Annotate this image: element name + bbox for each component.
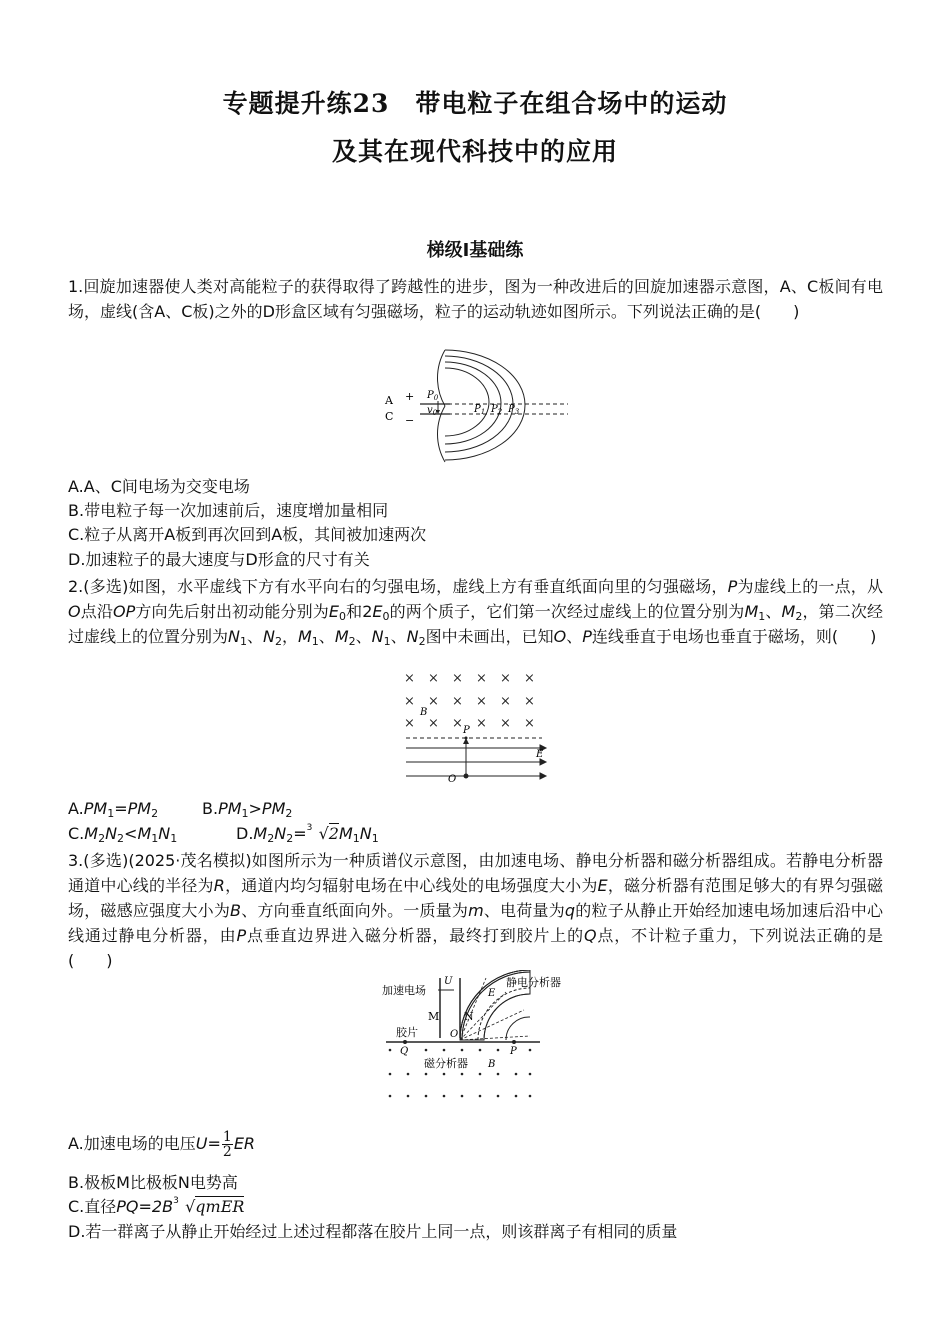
svg-text:×: ×: [428, 671, 439, 686]
q3-option-A: A.加速电场的电压U= $\frac{1}{2}$ ER: [68, 1129, 256, 1160]
q3-label-electro: 静电分析器: [506, 976, 561, 989]
q1-option-A: A.A、C间电场为交变电场: [68, 477, 250, 496]
q3-label-P: P: [510, 1046, 517, 1057]
svg-text:×: ×: [452, 671, 463, 686]
q3-label-O: O: [450, 1029, 459, 1040]
q1-label-P3: $P_3$: [508, 404, 520, 416]
q1-arc-1: [445, 368, 489, 436]
q2-point-O: [464, 774, 469, 779]
q2-option-B: $B.PM_1>PM_2$: [202, 799, 293, 820]
q3-label-Q: Q: [400, 1046, 409, 1057]
section-heading: 梯级Ⅰ基础练: [426, 240, 524, 261]
q2-label-O: O: [448, 774, 457, 785]
q3-option-B: B.极板M比极板N电势高: [68, 1173, 238, 1192]
q1-stem: 1.回旋加速器使人类对高能粒子的获得取得了跨越性的进步，图为一种改进后的回旋加速器示意图，A、C板间有电场，虚线(含A、C板)之外的D形盒区域有匀强磁场，粒子的运动轨迹如图所示。下列说法正确的是( ): [68, 277, 883, 321]
q1-option-D: D.加速粒子的最大速度与D形盒的尺寸有关: [68, 550, 370, 569]
q3-label-film: 胶片: [396, 1026, 418, 1039]
svg-text:×: ×: [476, 716, 487, 731]
q3-point-Q: [403, 1040, 407, 1044]
svg-text:×: ×: [524, 694, 535, 709]
q1-left-arc: [437, 350, 445, 406]
svg-text:×: ×: [500, 694, 511, 709]
q1-label-v0: $v_0$: [427, 405, 438, 417]
svg-text:×: ×: [500, 671, 511, 686]
svg-text:×: ×: [524, 671, 535, 686]
q3-label-mag: 磁分析器: [424, 1057, 468, 1070]
q1-figure: [380, 346, 570, 470]
svg-text:×: ×: [500, 716, 511, 731]
svg-text:×: ×: [452, 716, 463, 731]
q3-label-M: M: [428, 1010, 440, 1023]
q3-label-accel: 加速电场: [382, 984, 426, 997]
q1-label-plus: +: [405, 390, 415, 403]
svg-text:×: ×: [428, 694, 439, 709]
q1-label-C: C: [385, 410, 394, 423]
svg-text:×: ×: [404, 671, 415, 686]
q3-point-P: [512, 1040, 516, 1044]
svg-text:×: ×: [428, 716, 439, 731]
q3-stem: 3.(多选)(2025·茂名模拟)如图所示为一种质谱仪示意图，由加速电场、静电分析器和磁分析器组成。若静电分析器通道中心线的半径为R，通道内均匀辐射电场在中心线处的电场强度大小为E，磁分析器有范围足够大的有界匀强磁场，磁感应强度大小为B、方向垂直纸面向外。一质量为m、电荷量为q的粒子从静止开始经加速电场加速后沿中心线通过静电分析器，由P点垂直边界进入磁分析器，最终打到胶片上的Q点，不计粒子重力，下列说法正确的是( ): [68, 851, 883, 970]
q2-option-A: $A.PM_1=PM_2$: [68, 799, 159, 820]
svg-text:×: ×: [476, 694, 487, 709]
q2-label-E: E: [536, 749, 544, 760]
svg-text:×: ×: [476, 671, 487, 686]
page-title-line1: 专题提升练23 带电粒子在组合场中的运动: [222, 89, 728, 118]
q1-label-minus: −: [405, 414, 415, 427]
q2-label-B: B: [420, 707, 428, 718]
q1-option-B: B.带电粒子每一次加速前后，速度增加量相同: [68, 501, 389, 520]
svg-text:×: ×: [404, 716, 415, 731]
q2-point-P: [465, 737, 468, 740]
q2-label-P: P: [463, 725, 470, 736]
page-title-line2: 及其在现代科技中的应用: [331, 137, 618, 166]
q1-option-C: C.粒子从离开A板到再次回到A板，其间被加速两次: [68, 525, 427, 544]
q3-label-E: E: [488, 988, 496, 999]
q2-option-C: $C.M_2N_2<M_1N_1$: [68, 824, 178, 845]
q2-figure: [400, 668, 550, 794]
q3-label-B: B: [488, 1059, 496, 1070]
q2-option-D: $D.M_2N_2=$ 3 $√2M_1N_1$: [236, 823, 379, 845]
q1-label-P1: $P_1$: [474, 404, 486, 416]
q3-figure: [380, 970, 575, 1102]
q1-arc-2: [445, 362, 501, 444]
q3-label-U: U: [444, 976, 453, 987]
svg-text:×: ×: [404, 694, 415, 709]
svg-text:×: ×: [452, 694, 463, 709]
q3-label-N: N: [464, 1010, 474, 1023]
q1-label-P2: $P_2$: [491, 404, 503, 416]
q1-label-A: A: [385, 394, 393, 407]
q3-option-C: C.直径PQ=2B 3 √qmER: [68, 1196, 245, 1216]
q2-cross-grid: [404, 671, 535, 731]
svg-text:×: ×: [524, 716, 535, 731]
q2-stem: 2.(多选)如图，水平虚线下方有水平向右的匀强电场，虚线上方有垂直纸面向里的匀强磁场，P为虚线上的一点，从O点沿OP方向先后射出初动能分别为$E_0$和$2E_0$的两个质子，它们第一次经过虚线上的位置分别为$M_1$、$M_2$，第二次经过虚线上的位置分别为$N_1$、$N_2$，$M_1$、$M_2$、$N_1$、$N_2$图中未画出，已知O、P连线垂直于电场也垂直于磁场，则( ): [68, 577, 883, 648]
q3-option-D: D.若一群离子从静止开始经过上述过程都落在胶片上同一点，则该群离子有相同的质量: [68, 1222, 678, 1241]
q1-label-P0: $P_0$: [427, 390, 439, 402]
